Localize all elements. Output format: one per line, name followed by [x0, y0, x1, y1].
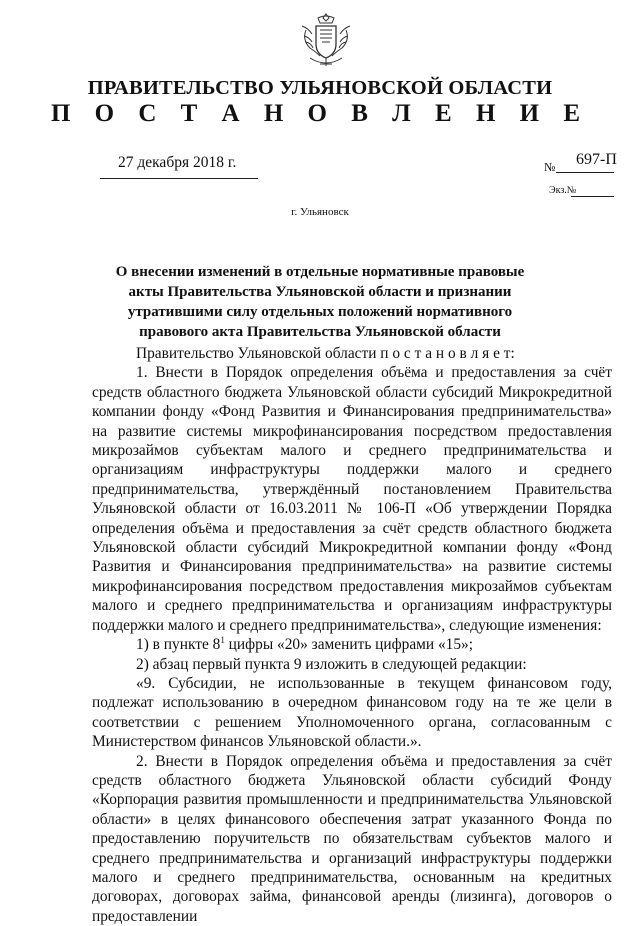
date-underline [100, 178, 258, 179]
city: г. Ульяновск [291, 206, 349, 218]
subitem-1-text-b: цифры «20» заменить цифрами «15»; [224, 636, 474, 654]
subitem-2: 2) абзац первый пункта 9 изложить в следующей редакции: [136, 655, 527, 673]
number-label: № [544, 160, 556, 174]
document-body [92, 344, 612, 926]
copy-number-underline [571, 196, 614, 197]
item-1: 1. Внести в Порядок определения объёма и предоставления за счёт средств областного бюджета Ульяновской области субсидий Микрокредитной компании фонду «Фонд Развития и Финансирования предпринимательства» на развитие системы микрофинансирования посредством предоставления микрозаймов субъектам малого и среднего предпринимательства и организациям инфраструктуры поддержки малого и среднего предпринимательства, утверждённый постановлением Правительства Ульяновской области от 16.03.2011 № 106-П «Об утверждении Порядка определения объёма и предоставления за счёт средств областного бюджета Ульяновской области субсидий Микрокредитной компании фонду «Фонд Развития и Финансирования предпринимательства» на развитие системы микрофинансирования посредством предоставления микрозаймов субъектам малого и среднего предпринимательства и организациям инфраструктуры поддержки малого и среднего предпринимательства», следующие изменения: [92, 364, 612, 634]
document-title: О внесении изменений в отдельные нормативные правовые акты Правительства Ульяновской области и признании утратившими силу отдельных положений нормативного правового акта Правительства Ульяновской области [115, 264, 525, 340]
document-date: 27 декабря 2018 г. [118, 154, 237, 171]
item-2: 2. Внести в Порядок определения объёма и предоставления за счёт средств областного бюджета Ульяновской области субсидий Фонду «Корпорация развития промышленности и предпринимательства Ульяновской области» в целях финансового обеспечения затрат указанного Фонда по предоставлению поручительств по обязательствам субъектов малого и среднего предпринимательства и организаций инфраструктуры поддержки малого и среднего предпринимательства, основанным на кредитных договорах, договорах займа, финансовой аренды (лизинга), договоров о предоставлении [92, 752, 612, 925]
preamble: Правительство Ульяновской области п о с т а н о в л я е т: [136, 345, 515, 362]
document-type: П О С Т А Н О В Л Е Н И Е [50, 100, 590, 127]
subitem-1-superscript: 1 [220, 635, 225, 646]
quoted-paragraph: «9. Субсидии, не использованные в текущем финансовом году, подлежат использованию в очередном финансовом году на те же цели в соответствии с решением Уполномоченного органа, согласованным с Министерством финансов Ульяновской области.». [92, 674, 612, 751]
copy-number-label: Экз.№ [549, 185, 577, 196]
number-underline [556, 172, 614, 173]
subitem-1 [92, 635, 612, 654]
government-name: ПРАВИТЕЛЬСТВО УЛЬЯНОВСКОЙ ОБЛАСТИ [87, 77, 553, 99]
subitem-1-text-a: 1) в пункте 8 [136, 636, 221, 654]
coat-of-arms-emblem [300, 12, 352, 70]
document-number: 697-П [576, 151, 617, 168]
